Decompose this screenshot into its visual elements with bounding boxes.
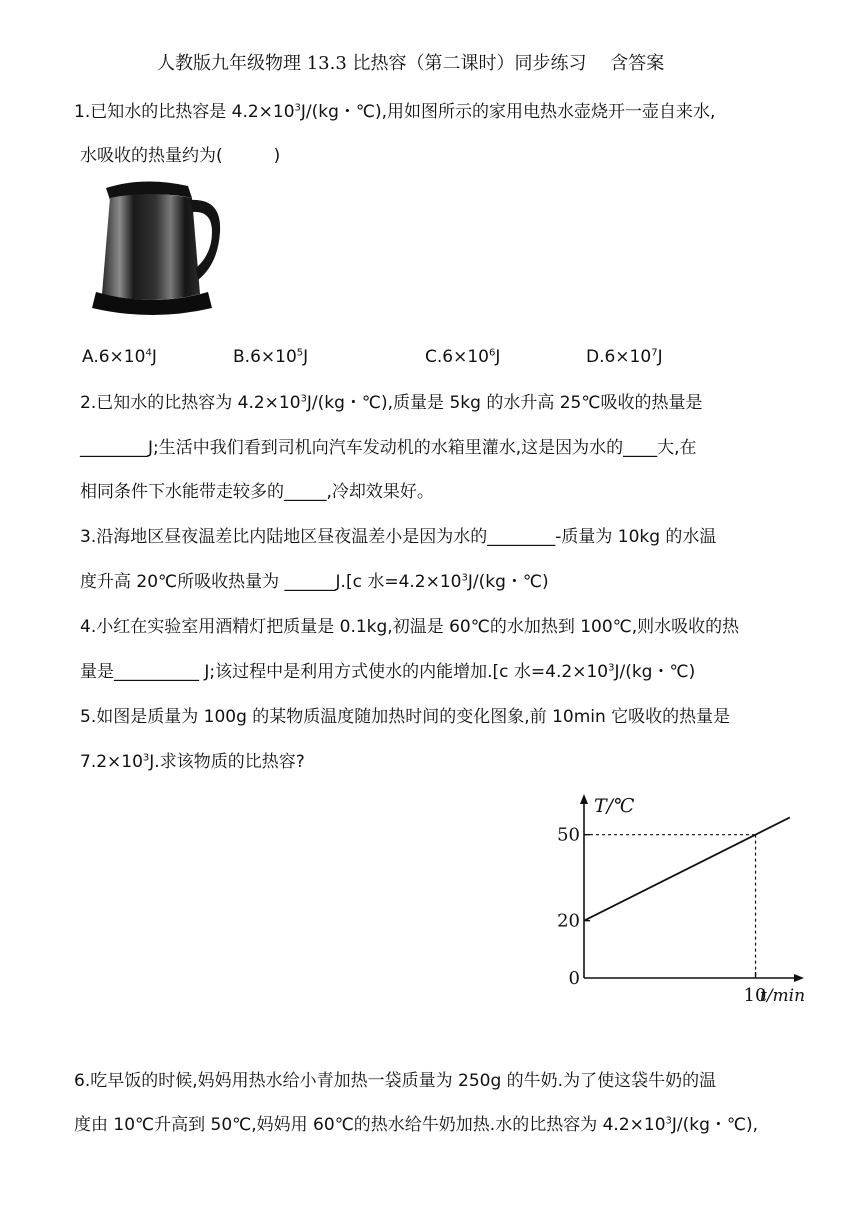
series bbox=[584, 817, 790, 920]
q2-line-2: ________J;生活中我们看到司机向汽车发动机的水箱里灌水,这是因为水的____大,在 bbox=[80, 438, 697, 458]
q4-line-1: 4.小红在实验室用酒精灯把质量是 0.1kg,初温是 60℃的水加热到 100℃,则水吸收的热 bbox=[80, 617, 740, 637]
q5-line-1: 5.如图是质量为 100g 的某物质温度随加热时间的变化图象,前 10min 它吸收的热量是 bbox=[80, 707, 731, 727]
q2-line-3: 相同条件下水能带走较多的_____,冷却效果好。 bbox=[80, 482, 434, 502]
option-d[interactable]: $D.6\times 10^7J$ bbox=[586, 347, 663, 367]
option-c[interactable]: $C.6\times 10^6J$ bbox=[425, 347, 501, 367]
option-a[interactable]: $A.6\times 10^4J$ bbox=[82, 347, 157, 367]
y-tick-label-0: 0 bbox=[568, 968, 580, 989]
page-title: 人教版九年级物理 13.3 比热容（第二课时）同步练习 含答案 bbox=[157, 53, 665, 74]
y-axis-label: T/℃ bbox=[594, 795, 635, 817]
y-tick-label-2: 50 bbox=[557, 824, 580, 846]
option-b[interactable]: $B.6\times 10^5J$ bbox=[233, 347, 309, 367]
y-axis-arrow-icon bbox=[580, 794, 588, 804]
q1-line-2: 水吸收的热量约为( ) bbox=[80, 146, 281, 166]
q6-line-1: 6.吃早饭的时候,妈妈用热水给小青加热一袋质量为 250g 的牛奶.为了使这袋牛奶的温 bbox=[74, 1071, 717, 1091]
q6-line-2: 度由 10℃升高到 50℃,妈妈用 60℃的热水给牛奶加热.水的比热容为 $4.2\times 10^3J/(kg$・℃), bbox=[74, 1115, 759, 1135]
q5-line-2: $7.2\times 10^3J$.求该物质的比热容? bbox=[80, 752, 305, 772]
y-tick-label-1: 20 bbox=[557, 910, 580, 932]
series-line-0 bbox=[584, 817, 790, 920]
y-ticks bbox=[557, 825, 590, 989]
x-tick-label-0: 10 bbox=[743, 985, 767, 1006]
guide-lines bbox=[584, 835, 756, 978]
temperature-time-graph bbox=[548, 788, 824, 1010]
q2-line-1: 2.已知水的比热容为 $4.2\times 10^3J/(kg$・℃),质量是 5kg 的水升高 25℃吸收的热量是 bbox=[80, 393, 703, 413]
q1-line-1: 1.已知水的比热容是 $4.2\times 10^3J/(kg$・℃),用如图所示的家用电热水壶烧开一壶自来水, bbox=[74, 102, 716, 122]
kettle-image bbox=[88, 176, 224, 318]
x-axis-arrow-icon bbox=[794, 974, 804, 982]
x-axis-label: t/min bbox=[760, 986, 806, 1006]
q3-line-2: 度升高 20℃所吸收热量为 ______J.[c 水$=4.2\times 10^3J/(kg$・℃) bbox=[80, 572, 549, 592]
q3-line-1: 3.沿海地区昼夜温差比内陆地区昼夜温差小是因为水的________-质量为 10kg 的水温 bbox=[80, 527, 717, 547]
q4-line-2: 量是__________ J;该过程中是利用方式使水的内能增加.[c 水$=4.2\times 10^3J/(kg$・℃) bbox=[80, 662, 696, 682]
